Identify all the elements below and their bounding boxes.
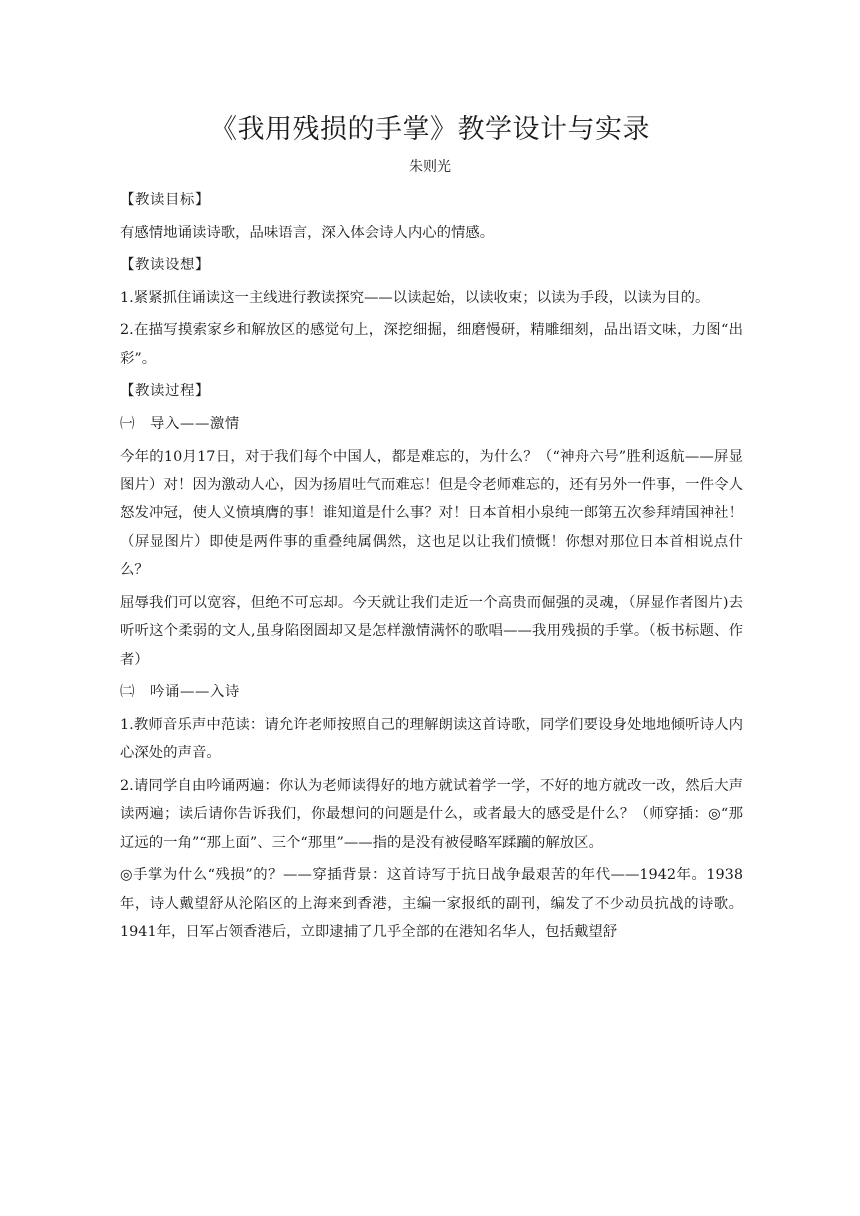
section-heading-goals: 【教读目标】 — [120, 192, 210, 208]
paragraph: 今年的10月17日，对于我们每个中国人，都是难忘的，为什么？（“神舟六号”胜利返航——屏显图片）对！因为激动人心，因为扬眉吐气而难忘！但是令老师难忘的，还有另外一件事，一件令人怒发冲冠，使人义愤填膺的事！谁知道是什么事？对！日本首相小泉纯一郎第五次参拜靖国神社！（屏显图片）即使是两件事的重叠纯属偶然，这也足以让我们愤慨！你想对那位日本首相说点什么？ — [120, 448, 743, 579]
document-author: 朱则光 — [409, 159, 451, 175]
paragraph: 屈辱我们可以宽容，但绝不可忘却。今天就让我们走近一个高贵而倔强的灵魂，（屏显作者图片)去听听这个柔弱的文人,虽身陷囹圄却又是怎样激情满怀的歌唱——我用残损的手掌。（板书标题、作者） — [120, 594, 743, 668]
paragraph: 1.教师音乐声中范读：请允许老师按照自己的理解朗读这首诗歌，同学们要设身处地地倾听诗人内心深处的声音。 — [120, 716, 743, 762]
paragraph: 有感情地诵读诗歌，品味语言，深入体会诗人内心的情感。 — [120, 224, 495, 241]
paragraph: 2.在描写摸索家乡和解放区的感觉句上，深挖细掘，细磨慢研，精雕细刻，品出语文味，力图“出彩”。 — [120, 322, 743, 367]
paragraph: 1.紧紧抓住诵读这一主线进行教读探究——以读起始，以读收束；以读为手段，以读为目的。 — [120, 289, 710, 306]
section-heading-ideas: 【教读设想】 — [120, 257, 210, 274]
subsection-heading-intro: ㈠ 导入——激情 — [120, 415, 240, 432]
document-body — [120, 186, 743, 951]
paragraph: 2.请同学自由吟诵两遍：你认为老师读得好的地方就试着学一学，不好的地方就改一改，然后大声读两遍；读后请你告诉我们，你最想问的问题是什么，或者最大的感受是什么？（师穿插：◎“那辽远的一角”“那上面”、三个“那里”——指的是没有被侵略军蹂躏的解放区。 — [120, 777, 743, 851]
document-title: 《我用残损的手掌》教学设计与实录 — [210, 114, 650, 145]
subsection-heading-recite: ㈡ 吟诵——入诗 — [120, 684, 240, 701]
section-heading-process: 【教读过程】 — [120, 383, 210, 400]
paragraph: ◎手掌为什么“残损”的？——穿插背景：这首诗写于抗日战争最艰苦的年代——1942年。1938年，诗人戴望舒从沦陷区的上海来到香港，主编一家报纸的副刊，编发了不少动员抗战的诗歌。1941年，日军占领香港后，立即逮捕了几乎全部的在港知名华人，包括戴望舒 — [120, 867, 743, 940]
